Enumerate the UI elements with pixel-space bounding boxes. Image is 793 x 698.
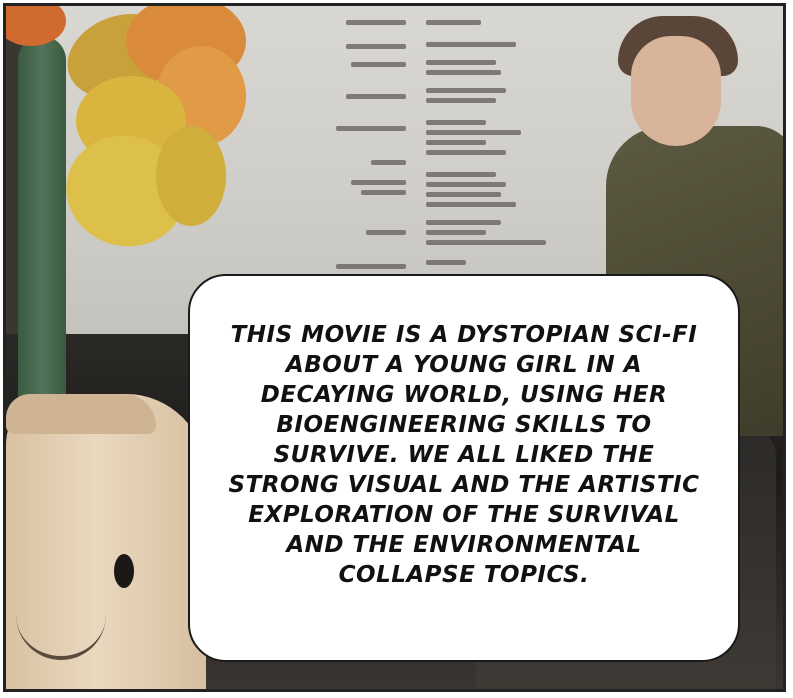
sunflower-stem [18,36,66,456]
person-face [631,36,721,146]
balloon-line: ABOUT A YOUNG GIRL IN A [285,352,643,378]
plush-pot-rim [6,394,156,434]
balloon-line: STRONG VISUAL AND THE ARTISTIC [228,472,700,498]
balloon-line: SURVIVE. WE ALL LIKED THE [273,442,655,468]
end-credits [306,14,566,274]
speech-balloon [188,274,740,662]
balloon-line: DECAYING WORLD, USING HER [260,382,668,408]
plush-eye [114,554,134,588]
balloon-line: BIOENGINEERING SKILLS TO [276,412,652,438]
balloon-text [190,320,738,590]
comic-panel [3,3,786,692]
balloon-line: THIS MOVIE IS A DYSTOPIAN SCI-FI [230,322,698,348]
balloon-line: EXPLORATION OF THE SURVIVAL [248,502,680,528]
balloon-line: AND THE ENVIRONMENTAL [286,532,642,558]
balloon-line: COLLAPSE TOPICS. [338,562,590,588]
